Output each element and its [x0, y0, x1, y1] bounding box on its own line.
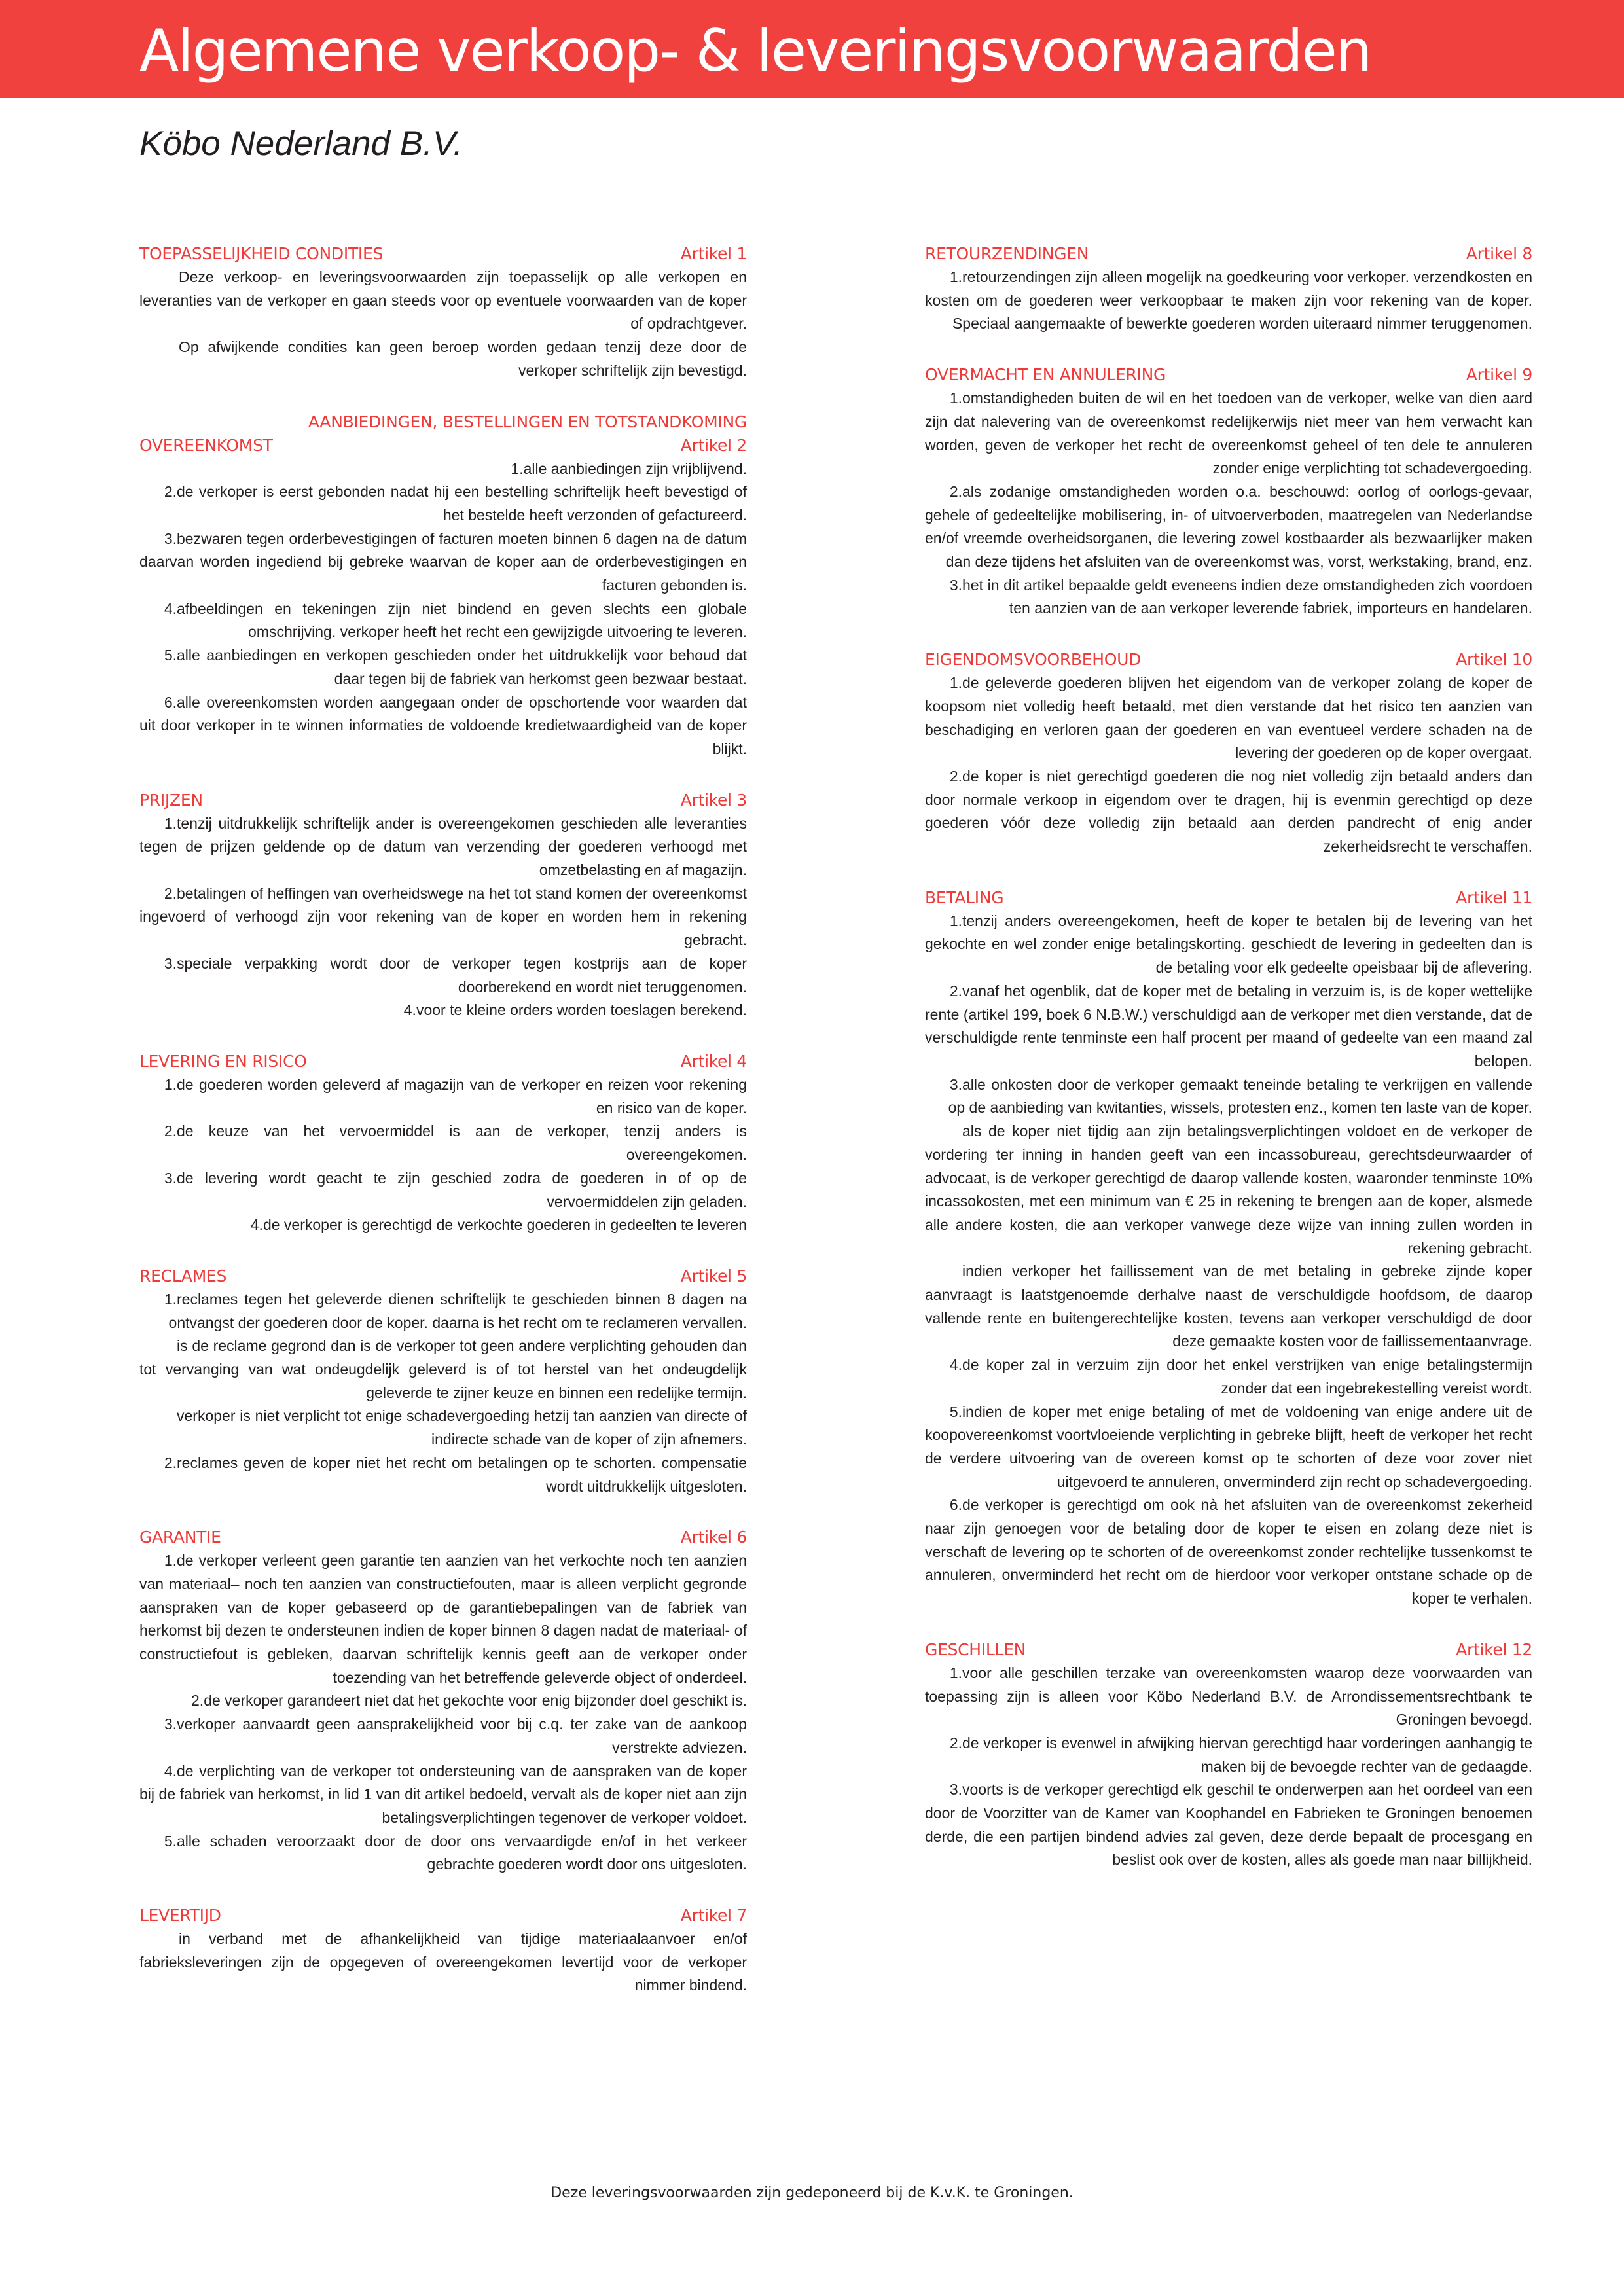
- clause-item: [139, 1713, 747, 1759]
- article-section: [139, 410, 747, 761]
- clause-number: 6.: [949, 1496, 962, 1514]
- clause-item: [139, 812, 747, 882]
- section-heading: OVEREENKOMST: [139, 435, 273, 455]
- section-heading: RETOURZENDINGEN: [925, 244, 1089, 263]
- clause-text: reclames geven de koper niet het recht om betalingen op te schorten. compensatie wordt uitdrukkelijk uitgesloten.: [177, 1454, 747, 1495]
- clause-text: alle schaden veroorzaakt door de door ons vervaardigde en/of in het verkeer gebrachte goederen wordt door ons uitgesloten.: [177, 1832, 747, 1873]
- clause-item: [139, 1405, 747, 1451]
- clause-text: de koper is niet gerechtigd goederen die nog niet volledig zijn betaald anders dan door normale verkoop in eigendom over te dragen, hij is evenmin gerechtigd op deze goederen vóór deze volledig zijn betaald aan derden pandrecht of enig ander zekerheidsrecht te verschaffen.: [925, 767, 1532, 855]
- clause-number: 3.: [164, 1169, 177, 1187]
- clause-number: 2.: [949, 1734, 962, 1751]
- article-number: Artikel 4: [680, 1051, 747, 1071]
- clause-text: de verkoper garandeert niet dat het gekochte voor enig bijzonder doel geschikt is.: [204, 1692, 747, 1710]
- clause-text: de verplichting van de verkoper tot ondersteuning van de aanspraken van de koper bij de fabriek van herkomst, in lid 1 van dit artikel bedoeld, vervalt als de koper niet aan zijn betalingsverplichtingen tegenover de verkoper voldoet.: [139, 1762, 747, 1826]
- clause-text: de goederen worden geleverd af magazijn van de verkoper en reizen voor rekening en risico van de koper.: [177, 1075, 747, 1117]
- clause-item: [139, 1335, 747, 1405]
- clause-number: 1.: [164, 1290, 177, 1308]
- clause-text: als de koper niet tijdig aan zijn betalingsverplichtingen voldoet en de verkoper de vordering ter inning in handen geeft van een incassobureau, gerechtsdeurwaarder of advocaat, is de verkoper gerechtigd de daarop vallende kosten, waaronder tenminste 10% incassokosten, met een minimum van € 25 in rekening te brengen aan de koper, alsmede alle andere kosten, die aan verkoper vanwege deze wijze van inning zullen worden in rekening gebracht.: [925, 1122, 1532, 1257]
- clause-number: 5.: [164, 647, 177, 664]
- document-title: Algemene verkoop- & leveringsvoorwaarden: [139, 17, 1371, 84]
- section-heading: LEVERING EN RISICO: [139, 1051, 307, 1071]
- article-section: [139, 1265, 747, 1498]
- article-number: Artikel 12: [1456, 1640, 1532, 1659]
- clause-number: 4.: [250, 1216, 263, 1234]
- article-number: Artikel 5: [680, 1266, 747, 1285]
- clause-text: indien de koper met enige betaling of met de voldoening van enige andere uit de koopovereenkomst voortvloeiende verplichting in gebreke blijft, heeft de verkoper het recht de verdere uitvoering van de overeen komst op te schorten of deze voor zover niet uitgevoerd te annuleren, onverminderd zijn recht op schadevergoeding.: [925, 1403, 1532, 1490]
- clause-number: 3.: [949, 576, 962, 594]
- clause-item: [925, 574, 1532, 620]
- article-number: Artikel 6: [680, 1528, 747, 1547]
- clause-text: is de reclame gegrond dan is de verkoper tot geen andere verplichting gehouden dan tot vervanging van wat ondeugdelijk geleverd is of tot herstel van het ondeugdelijk geleverde te zijner keuze en binnen een redelijke termijn.: [139, 1337, 747, 1401]
- clause-text: omstandigheden buiten de wil en het toedoen van de verkoper, welke van dien aard zijn dat nalevering van de overeenkomst redelijkerwijs niet meer van hem verwacht kan worden, geven de verkoper het recht de overeenkomst geheel of ten dele te annuleren zonder enige verplichting tot schadevergoeding.: [925, 389, 1532, 477]
- clause-text: de verkoper is gerechtigd de verkochte goederen in gedeelten te leveren: [262, 1216, 747, 1234]
- section-heading: GESCHILLEN: [925, 1640, 1026, 1659]
- clause-number: 4.: [164, 600, 177, 617]
- clause-number: 3.: [949, 1781, 962, 1799]
- clause-item: [139, 691, 747, 761]
- section-heading: GARANTIE: [139, 1528, 221, 1547]
- clause-text: retourzendingen zijn alleen mogelijk na goedkeuring voor verkoper. verzendkosten en kosten om de goederen weer verkoopbaar te maken zijn voor rekening van de koper. Speciaal aangemaakte of bewerkte goederen worden uiteraard nimmer teruggenomen.: [925, 268, 1532, 332]
- clause-item: [925, 765, 1532, 859]
- clause-item: [139, 1760, 747, 1830]
- article-section: [925, 363, 1532, 620]
- section-heading-row: [925, 242, 1532, 266]
- article-section: [139, 242, 747, 383]
- clause-number: 2.: [164, 884, 177, 902]
- clause-paragraph: Op afwijkende condities kan geen beroep worden gedaan tenzij deze door de verkoper schriftelijk zijn bevestigd.: [179, 338, 747, 379]
- clause-item: [925, 1120, 1532, 1260]
- clause-item: [139, 480, 747, 527]
- article-section: [925, 1638, 1532, 1872]
- clause-text: voor te kleine orders worden toeslagen berekend.: [416, 1001, 747, 1019]
- article-section: [925, 242, 1532, 336]
- article-number: Artikel 3: [680, 790, 747, 810]
- clause-text: vanaf het ogenblik, dat de koper met de betaling in verzuim is, is de koper wettelijke rente (artikel 199, boek 6 N.B.W.) verschuldigd aan de verkoper met dien verstande, dat de verschuldigde rente tenminste een half procent per maand of gedeelte van een maand zal belopen.: [925, 982, 1532, 1069]
- clause-number: 3.: [164, 529, 177, 547]
- article-section: [139, 789, 747, 1022]
- clause-number: 2.: [164, 1454, 177, 1471]
- clause-text: reclames tegen het geleverde dienen schriftelijk te geschieden binnen 8 dagen na ontvangst der goederen door de koper. daarna is het recht om te reclameren vervallen.: [168, 1290, 747, 1331]
- clause-text: bezwaren tegen orderbevestigingen of facturen moeten binnen 6 dagen na de datum daarvan worden ingediend bij gebreke waarvan de koper aan de orderbevestigingen en facturen gebonden is.: [139, 529, 747, 594]
- clause-item: [925, 1778, 1532, 1872]
- clause-item: [139, 882, 747, 952]
- clause-text: het in dit artikel bepaalde geldt eveneens indien deze omstandigheden zich voordoen ten aanzien van de aan verkoper leverende fabriek, importeurs en handelaren.: [962, 576, 1532, 617]
- article-section: [925, 648, 1532, 859]
- clause-text: voor alle geschillen terzake van overeenkomsten waarop deze voorwaarden van toepassing zijn is alleen voor Köbo Nederland B.V. de Arrondissementsrechtbank te Groningen bevoegd.: [925, 1664, 1532, 1729]
- section-heading-row: [139, 789, 747, 812]
- clause-item: [139, 1120, 747, 1166]
- section-heading-row: [925, 648, 1532, 672]
- clause-item: [925, 1494, 1532, 1611]
- section-heading-row: [925, 1638, 1532, 1662]
- clause-text: de keuze van het vervoermiddel is aan de verkoper, tenzij anders is overeengekomen.: [177, 1122, 747, 1164]
- article-number: Artikel 9: [1466, 365, 1532, 385]
- clause-number: 4.: [949, 1356, 962, 1374]
- clause-item: [925, 980, 1532, 1073]
- footer-note: Deze leveringsvoorwaarden zijn gedeponeerd bij de K.v.K. te Groningen.: [550, 2185, 1074, 2201]
- clause-number: 5.: [164, 1832, 177, 1850]
- clause-number: 3.: [949, 1075, 962, 1093]
- section-heading: PRIJZEN: [139, 790, 203, 810]
- article-section: [925, 886, 1532, 1611]
- section-heading: EIGENDOMSVOORBEHOUD: [925, 650, 1142, 670]
- clause-paragraph: Deze verkoop- en leveringsvoorwaarden zijn toepasselijk op alle verkopen en leveranties van de verkoper en gaan steeds voor op eventuele voorwaarden van de koper of opdrachtgever.: [139, 268, 747, 332]
- clause-text: de levering wordt geacht te zijn geschied zodra de goederen in of op de vervoermiddelen zijn geladen.: [177, 1169, 747, 1210]
- clause-text: betalingen of heffingen van overheidswege na het tot stand komen der overeenkomst ingevoerd of verhoogd zijn voor rekening van de koper en worden hem in rekening gebracht.: [139, 884, 747, 949]
- section-heading-row: [139, 434, 747, 457]
- clause-number: 1.: [511, 459, 524, 477]
- clause-item: [925, 1401, 1532, 1494]
- clause-item: [139, 952, 747, 999]
- clause-number: 1.: [164, 1552, 177, 1570]
- clause-text: de geleverde goederen blijven het eigendom van de verkoper zolang de koper de koopsom niet volledig heeft betaald, met dien verstande dat het risico ten aanzien van beschadiging en verloren gaan der goederen en van eventueel verdere schaden na de levering der goederen op de koper overgaat.: [925, 674, 1532, 762]
- clause-item: [139, 1689, 747, 1713]
- clause-item: [925, 387, 1532, 480]
- section-heading: RECLAMES: [139, 1266, 227, 1285]
- clause-text: alle aanbiedingen en verkopen geschieden onder het uitdrukkelijk voor behoud dat daar tegen bij de fabriek van herkomst geen bezwaar bestaat.: [177, 647, 747, 687]
- article-section: [139, 1904, 747, 1998]
- clause-text: de verkoper verleent geen garantie ten aanzien van het verkochte noch ten aanzien van materiaal– noch ten aanzien van constructiefouten, maar is alleen verplicht gegronde aanspraken van de koper gebaseerd op de garantiebepalingen van de fabriek van herkomst bij dezen te ondersteunen indien de koper binnen 8 dagen nadat de materiaal- of constructiefout is gebleken, daarvan schriftelijk kennis geeft aan de verkoper onder toezending van het betreffende geleverde object of onderdeel.: [139, 1552, 747, 1686]
- clause-item: [139, 999, 747, 1022]
- clause-number: 2.: [949, 982, 962, 999]
- clause-item: [925, 910, 1532, 980]
- clause-number: 2.: [164, 483, 177, 501]
- section-heading: BETALING: [925, 888, 1004, 907]
- clause-number: 1.: [949, 1664, 962, 1681]
- section-heading-row: [139, 1526, 747, 1549]
- section-heading-row: [139, 1265, 747, 1288]
- clause-number: 2.: [191, 1692, 204, 1710]
- clause-number: 1.: [949, 389, 962, 407]
- clause-item: [925, 1732, 1532, 1778]
- clause-item: [139, 1073, 747, 1120]
- clause-item: [925, 1260, 1532, 1354]
- clause-item: [139, 1288, 747, 1335]
- clause-item: [139, 528, 747, 598]
- company-name: Köbo Nederland B.V.: [139, 124, 463, 163]
- article-number: Artikel 11: [1456, 888, 1532, 907]
- clause-text: alle onkosten door de verkoper gemaakt teneinde betaling te verkrijgen en vallende op de aanbieding van kwitanties, wissels, protesten enz., komen ten laste van de koper.: [948, 1075, 1532, 1117]
- clause-number: 5.: [949, 1403, 962, 1420]
- clause-number: 1.: [164, 1075, 177, 1093]
- clause-item: [139, 1830, 747, 1876]
- clause-number: 1.: [164, 814, 177, 832]
- clause-item: [139, 457, 747, 481]
- clause-item: [925, 480, 1532, 574]
- clause-text: tenzij anders overeengekomen, heeft de koper te betalen bij de levering van het gekochte en wel zonder enige betalingskorting. geschiedt de levering in gedeelten dan is de betaling voor elk gedeelte opeisbaar bij de aflevering.: [925, 912, 1532, 977]
- section-heading: OVERMACHT EN ANNULERING: [925, 365, 1166, 385]
- article-number: Artikel 7: [680, 1906, 747, 1926]
- section-heading-row: [139, 1050, 747, 1073]
- clause-number: 3.: [164, 1715, 177, 1733]
- clause-text: de verkoper is eerst gebonden nadat hij een bestelling schriftelijk heeft bevestigd of het bestelde heeft verzonden of gefactureerd.: [177, 483, 747, 524]
- clause-text: de verkoper is evenwel in afwijking hiervan gerechtigd haar vorderingen aanhangig te maken bij de bevoegde rechter van de gedaagde.: [962, 1734, 1532, 1775]
- clause-text: tenzij uitdrukkelijk schriftelijk ander is overeengekomen geschieden alle leveranties tegen de prijzen geldende op de datum van verzending der goederen verhoogd met omzetbelasting en af magazijn.: [139, 814, 747, 879]
- clause-text: afbeeldingen en tekeningen zijn niet bindend en geven slechts een globale omschrijving. verkoper heeft het recht een gewijzigde uitvoering te leveren.: [177, 600, 747, 641]
- clause-text: indien verkoper het faillissement van de met betaling in gebreke zijnde koper aanvraagt is laatstgenoemde derhalve naast de verschuldigde hoofdsom, de daarop vallende rente en buitengerechtelijke kosten, tevens aan verkoper verschuldigd de door deze gemaakte kosten voor de faillissementaanvrage.: [925, 1263, 1532, 1350]
- clause-number: 4.: [164, 1762, 177, 1780]
- clause-item: [139, 1452, 747, 1498]
- section-heading-row: [139, 242, 747, 266]
- section-heading-row: [139, 1904, 747, 1928]
- clause-text: alle aanbiedingen zijn vrijblijvend.: [523, 459, 747, 477]
- clause-text: alle overeenkomsten worden aangegaan onder de opschortende voor waarden dat uit door verkoper in te winnen informaties de voldoende kredietwaardigheid van de koper blijkt.: [139, 693, 747, 757]
- section-subheading: AANBIEDINGEN, BESTELLINGEN EN TOTSTANDKOMING: [308, 412, 747, 431]
- clause-text: verkoper is niet verplicht tot enige schadevergoeding hetzij tan aanzien van directe of indirecte schade van de koper of zijn afnemers.: [177, 1407, 747, 1448]
- clause-item: [139, 1213, 747, 1237]
- section-heading-row: [925, 886, 1532, 910]
- clause-text: speciale verpakking wordt door de verkoper tegen kostprijs aan de koper doorberekend en wordt niet teruggenomen.: [177, 954, 747, 996]
- article-section: [139, 1526, 747, 1876]
- article-number: Artikel 2: [680, 435, 747, 455]
- clause-text: als zodanige omstandigheden worden o.a. beschouwd: oorlog of oorlogs-gevaar, gehele of gedeeltelijke mobilisering, in- of uitvoerverboden, maatregelen van Nederlandse en/of vreemde overheidsorganen, die levering zowel kostbaarder als bezwaarlijker maken dan deze tijdens het afsluiten van de overeenkomst was, vorst, werkstaking, brand, enz.: [925, 482, 1532, 571]
- clause-item: [925, 266, 1532, 336]
- clause-item: [925, 1354, 1532, 1400]
- section-heading: LEVERTIJD: [139, 1906, 221, 1926]
- article-number: Artikel 10: [1456, 650, 1532, 670]
- clause-number: 2.: [164, 1122, 177, 1140]
- right-column: [925, 242, 1532, 1899]
- clause-text: de verkoper is gerechtigd om ook nà het afsluiten van de overeenkomst zekerheid naar zijn genoegen voor de betaling door de koper te eisen en zolang deze niet is verschaft de levering op te schorten of de overeenkomst zonder rechtelijke tussenkomst te annuleren, onverminderd het recht om de hierdoor voor verkoper ontstane schade op de koper te verhalen.: [925, 1496, 1532, 1607]
- clause-number: 2.: [949, 767, 962, 785]
- clause-item: [139, 598, 747, 644]
- clause-number: 4.: [403, 1001, 416, 1019]
- clause-number: 1.: [949, 268, 962, 285]
- clause-text: de koper zal in verzuim zijn door het enkel verstrijken van enige betalingstermijn zonder dat een ingebrekestelling vereist wordt.: [962, 1356, 1532, 1397]
- clause-number: 2.: [949, 482, 962, 500]
- clause-item: [139, 644, 747, 691]
- clause-text: verkoper aanvaardt geen aansprakelijkheid voor bij c.q. ter zake van de aankoop verstrekte adviezen.: [177, 1715, 747, 1756]
- clause-number: 6.: [164, 693, 177, 711]
- article-number: Artikel 1: [680, 244, 747, 263]
- clause-item: [925, 1662, 1532, 1732]
- article-section: [139, 1050, 747, 1237]
- clause-item: [925, 1073, 1532, 1120]
- clause-paragraph: in verband met de afhankelijkheid van tijdige materiaalaanvoer en/of fabrieksleveringen zijn de opgegeven of overeengekomen levertijd voor de verkoper nimmer bindend.: [139, 1930, 747, 1994]
- clause-item: [925, 672, 1532, 765]
- section-heading: TOEPASSELIJKHEID CONDITIES: [139, 244, 384, 263]
- clause-item: [139, 1549, 747, 1689]
- section-heading-row: [925, 363, 1532, 387]
- clause-number: 1.: [949, 674, 962, 692]
- left-column: [139, 242, 747, 2025]
- clause-item: [139, 1167, 747, 1213]
- clause-text: voorts is de verkoper gerechtigd elk geschil te onderwerpen aan het oordeel van een door de Voorzitter van de Kamer van Koophandel en Fabrieken te Groningen benoemen derde, die een partijen bindend advies zal geven, deze derde bepaalt de procesgang en beslist ook over de kosten, alles als goede man naar billijkheid.: [925, 1781, 1532, 1869]
- clause-number: 1.: [949, 912, 962, 929]
- clause-number: 3.: [164, 954, 177, 972]
- article-number: Artikel 8: [1466, 244, 1532, 263]
